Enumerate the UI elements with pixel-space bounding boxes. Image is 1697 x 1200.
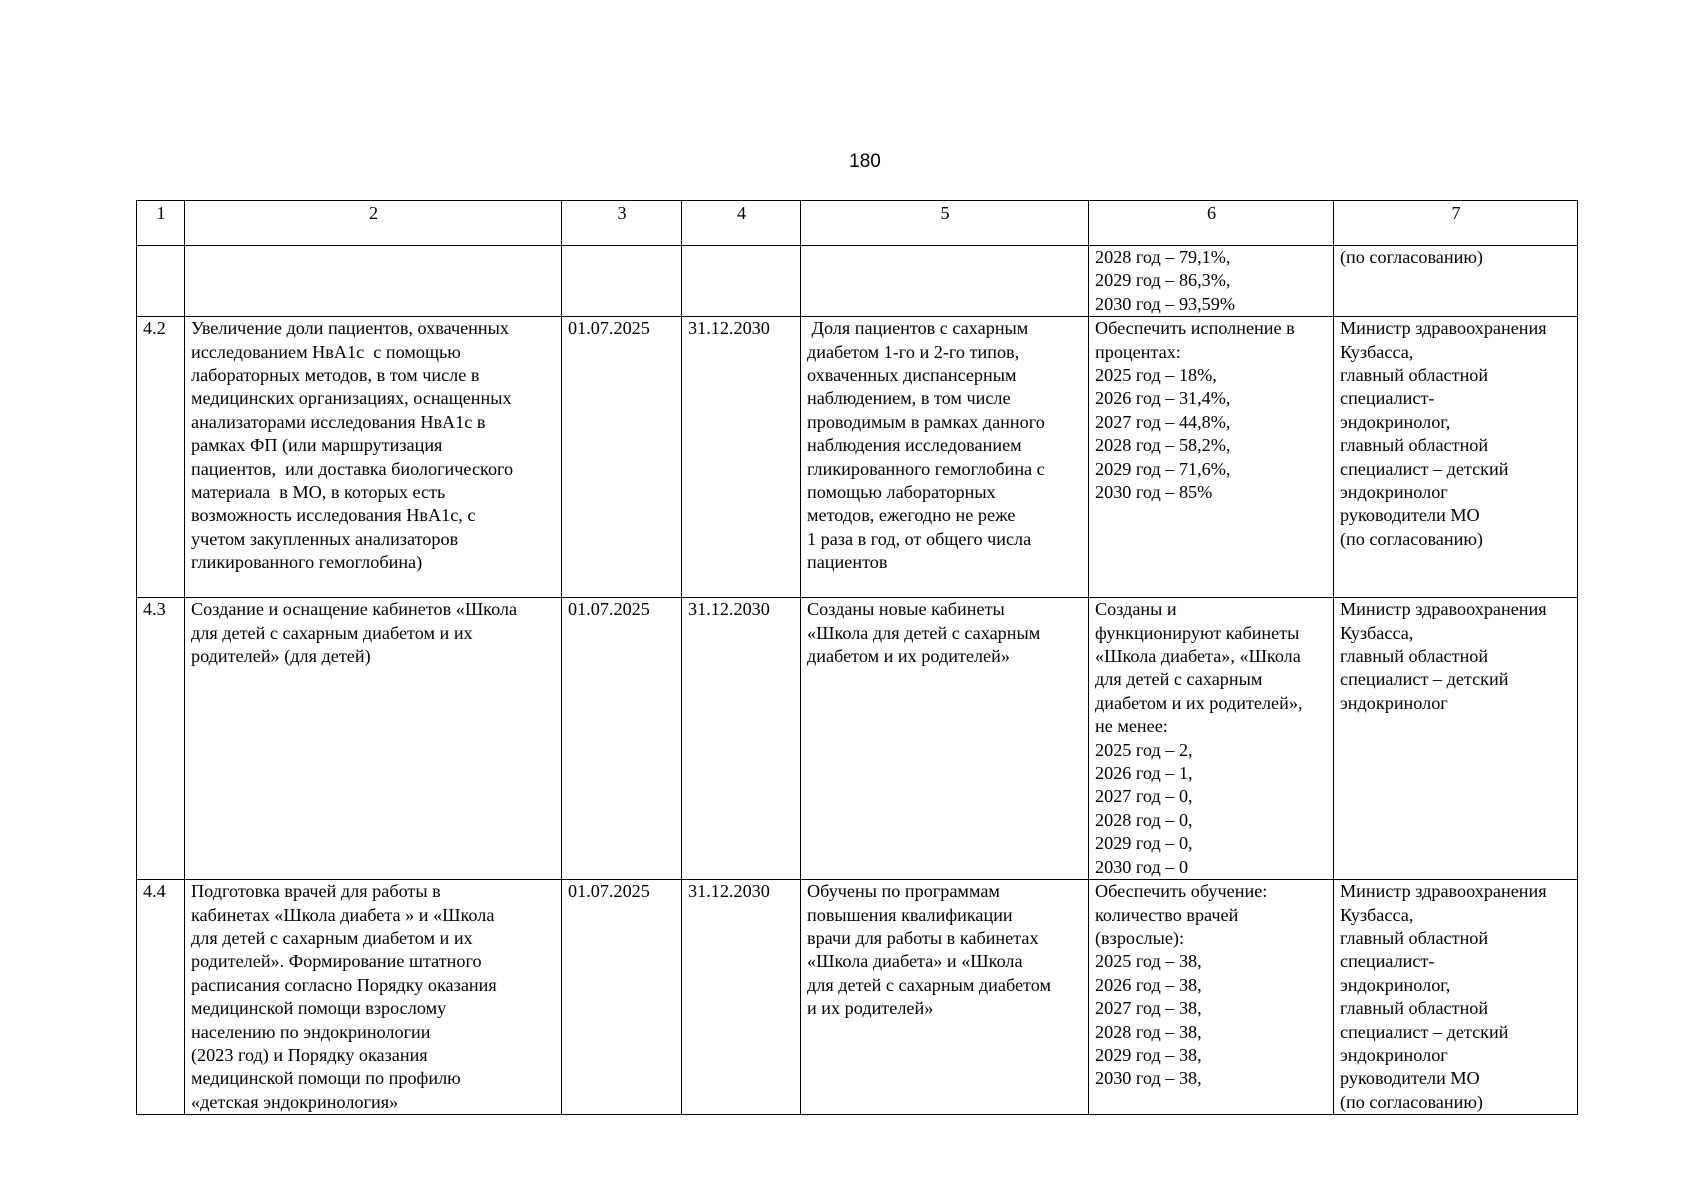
cell-text-line: 2028 год – 38, (1095, 1021, 1202, 1042)
cell-text-line: кабинетах «Школа диабета » и «Школа (191, 904, 495, 925)
cell-text-line: населению по эндокринологии (191, 1021, 431, 1042)
cell-text-line: родителей». Формирование штатного (191, 951, 482, 972)
cell-text-line: 1 раза в год, от общего числа (807, 528, 1032, 549)
cell-text-line: процентах: (1095, 341, 1181, 362)
indicator-cell (1089, 598, 1334, 880)
cont-cell-indicator (1089, 246, 1334, 317)
cell-text-line: 2027 год – 38, (1095, 998, 1202, 1019)
cell-text-line: 2025 год – 38, (1095, 951, 1202, 972)
cell-text-line: учетом закупленных анализаторов (191, 528, 459, 549)
cell-text-line: не менее: (1095, 716, 1168, 737)
cell-text-line: (взрослые): (1095, 927, 1185, 948)
cell-text-line: эндокринолог, (1340, 974, 1451, 995)
cell-text-line: «детская эндокринология» (191, 1091, 399, 1112)
cell-text-line: главный областной (1340, 646, 1489, 667)
cell-text-line: Кузбасса, (1340, 622, 1414, 643)
cont-cell-responsible (1334, 246, 1578, 317)
cell-text-line: 2029 год – 0, (1095, 833, 1193, 854)
cell-text-line: медицинской помощи взрослому (191, 998, 447, 1019)
cell-text-line: лабораторных методов, в том числе в (191, 365, 480, 386)
cell-text-line: диабетом и их родителей», (1095, 692, 1303, 713)
cell-text-line: диабетом и их родителей» (807, 646, 1010, 667)
cell-text-line: Созданы новые кабинеты (807, 599, 1005, 620)
activity-cell (185, 598, 562, 880)
cell-text-line: 2025 год – 2, (1095, 739, 1193, 760)
cell-text-line: Обеспечить исполнение в (1095, 318, 1295, 339)
cell-text-line: специалист – детский (1340, 458, 1509, 479)
continuation-row (137, 246, 1578, 317)
cell-text-line: Доля пациентов с сахарным (807, 318, 1029, 339)
cell-text-line: 2028 год – 0, (1095, 809, 1193, 830)
cont-cell-result (801, 246, 1089, 317)
cell-text-line: главный областной (1340, 365, 1489, 386)
column-header-1: 1 (137, 201, 185, 246)
table-row-4-3 (137, 598, 1578, 880)
cell-text-line: специалист – детский (1340, 669, 1509, 690)
cell-text-line: родителей» (для детей) (191, 646, 371, 667)
cell-text-line: Обеспечить обучение: (1095, 881, 1268, 902)
result-cell (801, 880, 1089, 1115)
cell-text-line: главный областной (1340, 435, 1489, 456)
cell-text-line: исследованием НвА1с с помощью (191, 341, 461, 362)
cell-text-line: рамках ФП (или маршрутизация (191, 435, 443, 456)
column-header-5: 5 (801, 201, 1089, 246)
table-row-4-2 (137, 317, 1578, 598)
cell-text-line: Увеличение доли пациентов, охваченных (191, 318, 509, 339)
cell-text-line: 2030 год – 0 (1095, 856, 1189, 877)
cell-text-line: наблюдения исследованием (807, 435, 1022, 456)
cell-text-line: Обучены по программам (807, 881, 1000, 902)
cell-text-line: 2028 год – 79,1%, (1095, 247, 1231, 267)
row-number-cell: 4.2 (137, 317, 185, 598)
column-header-7: 7 (1334, 201, 1578, 246)
column-header-2: 2 (185, 201, 562, 246)
cell-text-line: «Школа диабета» и «Школа (807, 951, 1023, 972)
cell-text-line: охваченных диспансерным (807, 365, 1017, 386)
cell-text-line: 2029 год – 38, (1095, 1044, 1202, 1065)
cell-text-line: эндокринолог (1340, 692, 1448, 713)
cell-text-line: 2027 год – 44,8%, (1095, 411, 1231, 432)
cont-cell-number (137, 246, 185, 317)
indicator-cell (1089, 317, 1334, 598)
cell-text-line: для детей с сахарным диабетом и их (191, 622, 473, 643)
cell-text-line: 2027 год – 0, (1095, 786, 1193, 807)
cell-text-line: пациентов, или доставка биологического (191, 458, 514, 479)
cell-text-line: 2026 год – 38, (1095, 974, 1202, 995)
cell-text-line: руководители МО (1340, 1068, 1480, 1089)
end-date-cell: 31.12.2030 (682, 880, 801, 1115)
indicator-cell (1089, 880, 1334, 1115)
cell-text-line: врачи для работы в кабинетах (807, 927, 1039, 948)
cell-text-line: 2030 год – 85% (1095, 482, 1213, 503)
column-header-4: 4 (682, 201, 801, 246)
cell-text-line: Кузбасса, (1340, 341, 1414, 362)
cell-text-line: (по согласованию) (1340, 247, 1483, 267)
cell-text-line: диабетом 1-го и 2-го типов, (807, 341, 1020, 362)
cell-text-line: материала в МО, в которых есть (191, 482, 446, 503)
cell-text-line: для детей с сахарным диабетом (807, 974, 1051, 995)
cell-text-line: эндокринолог, (1340, 411, 1451, 432)
start-date-cell: 01.07.2025 (562, 598, 682, 880)
start-date-cell: 01.07.2025 (562, 880, 682, 1115)
cell-text-line: для детей с сахарным (1095, 669, 1263, 690)
cell-text-line: 2030 год – 38, (1095, 1068, 1202, 1089)
cell-text-line: «Школа диабета», «Школа (1095, 646, 1301, 667)
activity-cell (185, 880, 562, 1115)
cell-text-line: специалист- (1340, 951, 1435, 972)
cell-text-line: методов, ежегодно не реже (807, 505, 1016, 526)
cell-text-line: Министр здравоохранения (1340, 318, 1547, 339)
cell-text-line: 2025 год – 18%, (1095, 365, 1217, 386)
result-cell (801, 317, 1089, 598)
cell-text-line: функционируют кабинеты (1095, 622, 1300, 643)
cell-text-line: гликированного гемоглобина) (191, 552, 423, 573)
cell-text-line: 2026 год – 1, (1095, 763, 1193, 784)
cell-text-line: Созданы и (1095, 599, 1177, 620)
result-cell (801, 598, 1089, 880)
cell-text-line: анализаторами исследования НвА1с в (191, 411, 486, 432)
cell-text-line: (2023 год) и Порядку оказания (191, 1044, 428, 1065)
cell-text-line: 2029 год – 86,3%, (1095, 270, 1231, 291)
cell-text-line: наблюдением, в том числе (807, 388, 1011, 409)
cell-text-line: (по согласованию) (1340, 1091, 1483, 1112)
cell-text-line: специалист- (1340, 388, 1435, 409)
row-number-cell: 4.4 (137, 880, 185, 1115)
cell-text-line: Подготовка врачей для работы в (191, 881, 441, 902)
cell-text-line: «Школа для детей с сахарным (807, 622, 1041, 643)
cell-text-line: пациентов (807, 552, 888, 573)
cell-text-line: Кузбасса, (1340, 904, 1414, 925)
cell-text-line: проводимым в рамках данного (807, 411, 1045, 432)
start-date-cell: 01.07.2025 (562, 317, 682, 598)
cell-text-line: 2028 год – 58,2%, (1095, 435, 1231, 456)
end-date-cell: 31.12.2030 (682, 598, 801, 880)
cell-text-line: Создание и оснащение кабинетов «Школа (191, 599, 518, 620)
row-number-cell: 4.3 (137, 598, 185, 880)
cell-text-line: (по согласованию) (1340, 528, 1483, 549)
cell-text-line: для детей с сахарным диабетом и их (191, 927, 473, 948)
responsible-cell (1334, 317, 1578, 598)
cell-text-line: гликированного гемоглобина с (807, 458, 1045, 479)
cell-text-line: медицинских организациях, оснащенных (191, 388, 512, 409)
cell-text-line: специалист – детский (1340, 1021, 1509, 1042)
activity-cell (185, 317, 562, 598)
cont-cell-start (562, 246, 682, 317)
cell-text-line: помощью лабораторных (807, 482, 996, 503)
cell-text-line: 2029 год – 71,6%, (1095, 458, 1231, 479)
cell-text-line: возможность исследования НвА1с, с (191, 505, 476, 526)
column-header-3: 3 (562, 201, 682, 246)
column-header-6: 6 (1089, 201, 1334, 246)
responsible-cell (1334, 880, 1578, 1115)
cell-text-line: расписания согласно Порядку оказания (191, 974, 497, 995)
cell-text-line: медицинской помощи по профилю (191, 1068, 461, 1089)
cell-text-line: количество врачей (1095, 904, 1239, 925)
end-date-cell: 31.12.2030 (682, 317, 801, 598)
responsible-cell (1334, 598, 1578, 880)
cont-cell-activity (185, 246, 562, 317)
cell-text-line: 2026 год – 31,4%, (1095, 388, 1231, 409)
table-row-4-4 (137, 880, 1578, 1115)
cell-text-line: эндокринолог (1340, 482, 1448, 503)
plan-table (136, 200, 1578, 1115)
cell-text-line: 2030 год – 93,59% (1095, 293, 1236, 314)
page-number: 180 (849, 151, 881, 172)
cell-text-line: Министр здравоохранения (1340, 881, 1547, 902)
cell-text-line: руководители МО (1340, 505, 1480, 526)
cell-text-line: повышения квалификации (807, 904, 1013, 925)
cont-cell-end (682, 246, 801, 317)
cell-text-line: Министр здравоохранения (1340, 599, 1547, 620)
column-number-header-row (137, 201, 1578, 246)
cell-text-line: главный областной (1340, 927, 1489, 948)
cell-text-line: и их родителей» (807, 998, 934, 1019)
cell-text-line: главный областной (1340, 998, 1489, 1019)
cell-text-line: эндокринолог (1340, 1044, 1448, 1065)
